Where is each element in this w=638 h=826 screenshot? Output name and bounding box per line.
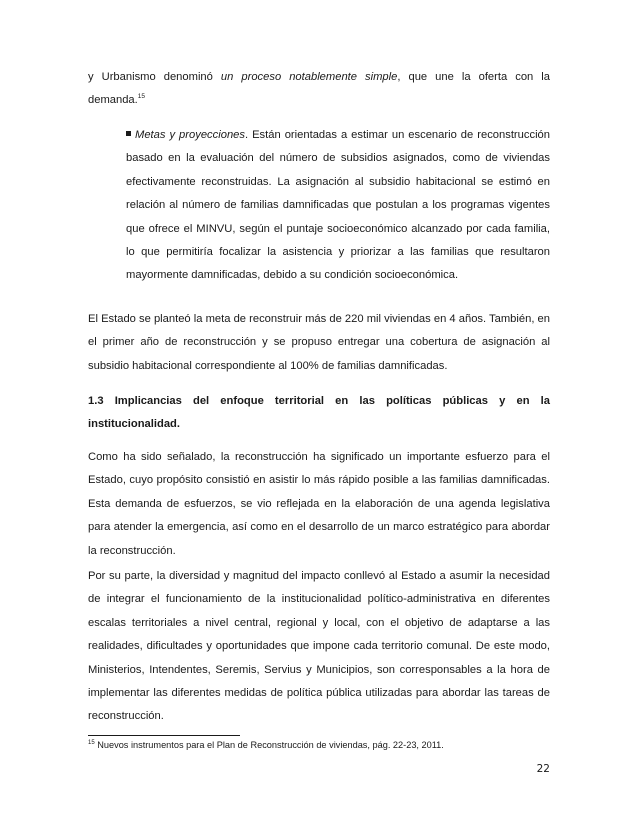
bullet-label: Metas y proyecciones: [135, 129, 245, 141]
footnote: [88, 738, 558, 752]
footnote-number: 15: [88, 740, 95, 746]
bullet-text: Están orientadas a estimar un escenario de reconstrucción basado en la evaluación del número de subsidios asignados, como de viviendas efectivamente reconstruidas. La asignación al subsidio habitacional se estimó en relación al número de familias damnificadas que postulan a los programas vigentes que ofrece el MINVU, según el puntaje socioeconómico alcanzado por cada familia, lo que permitiría focalizar la asistencia y priorizar a las familias que resultaron mayormente damnificadas, debido a su condición socioeconómica.: [126, 129, 550, 282]
paragraph-diversidad: Por su parte, la diversidad y magnitud del impacto conllevó al Estado a asumir la necesidad de integrar el funcionamiento de la institucionalidad político-administrativa en diferentes escalas territoriales a nivel central, regional y local, con el objetivo de adaptarse a las realidades, dificultades y oportunidades que impone cada territorio comunal. De este modo, Ministerios, Intendentes, Seremis, Servius y Municipios, son corresponsables a la hora de implementar las diferentes medidas de política pública utilizadas para abordar las tareas de reconstrucción.: [88, 570, 550, 723]
bullet-item-metas: [126, 124, 550, 288]
bullet-icon: [126, 131, 131, 136]
footnote-text: Nuevos instrumentos para el Plan de Reconstrucción de viviendas, pág. 22-23, 2011.: [94, 740, 444, 750]
section-heading: 1.3 Implicancias del enfoque territorial en las políticas públicas y en la institucionalidad.: [88, 395, 550, 431]
footnote-reference[interactable]: 15: [137, 93, 145, 101]
paragraph-meta: El Estado se planteó la meta de reconstruir más de 220 mil viviendas en 4 años. También, en el primer año de reconstrucción y se propuso entregar una cobertura de asignación al subsidio habitacional correspondiente al 100% de familias damnificadas.: [88, 313, 550, 372]
italic-phrase: un proceso notablemente simple: [220, 71, 398, 83]
paragraph-text: , que une la oferta con la demanda.: [88, 71, 551, 107]
paragraph-text: y Urbanismo denominó: [88, 71, 221, 83]
page-number: 22: [536, 763, 550, 775]
bullet-label-suffix: .: [244, 129, 249, 141]
paragraph-reconstruccion: Como ha sido señalado, la reconstrucción ha significado un importante esfuerzo para el Estado, cuyo propósito consistió en asistir lo más rápido posible a las familias damnificadas. Esta demanda de esfuerzos, se vio reflejada en la elaboración de una agenda legislativa para atender la emergencia, así como en el desarrollo de un marco estratégico para abordar la reconstrucción.: [88, 451, 550, 557]
paragraph-continuation: [88, 66, 550, 113]
footnote-divider: [88, 735, 240, 736]
